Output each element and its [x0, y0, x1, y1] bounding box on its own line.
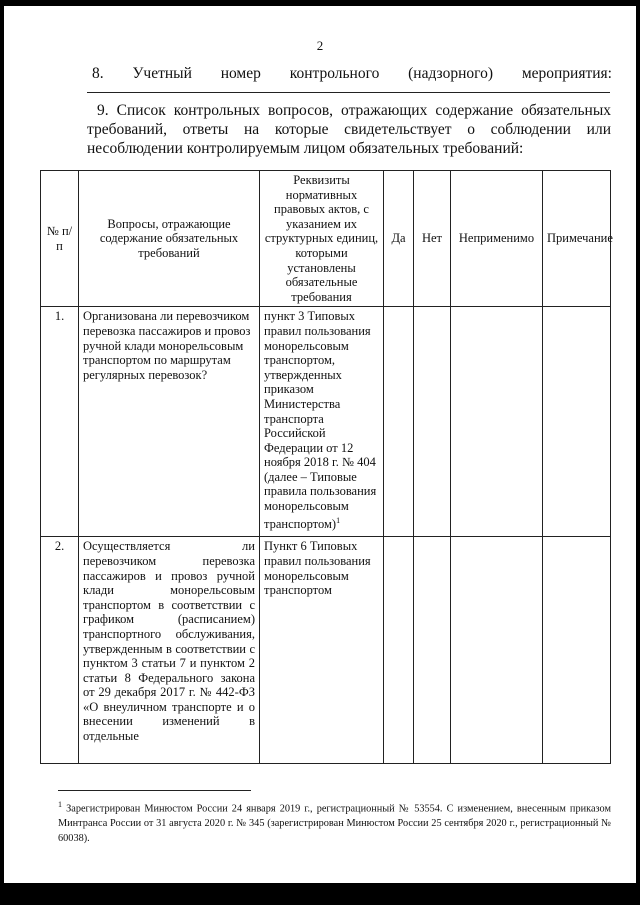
- header-num: № п/п: [41, 171, 79, 307]
- header-requisites: Реквизиты нормативных правовых актов, с указанием их структурных единиц, которыми установлены обязательные требования: [260, 171, 384, 307]
- note-cell[interactable]: [543, 307, 611, 537]
- item8-word: Учетный: [132, 65, 192, 82]
- answer-no-cell[interactable]: [414, 537, 451, 764]
- item8-word: мероприятия:: [521, 65, 612, 82]
- scan-border-bottom: [0, 883, 640, 905]
- note-cell[interactable]: [543, 537, 611, 764]
- row-num: 1.: [41, 307, 79, 537]
- answer-yes-cell[interactable]: [384, 537, 414, 764]
- row-requisites: [260, 307, 384, 537]
- header-note: Примечание: [543, 171, 611, 307]
- row-num: 2.: [41, 537, 79, 764]
- header-question: Вопросы, отражающие содержание обязательных требований: [79, 171, 260, 307]
- row-question: Осуществляется ли перевозчиком перевозка пассажиров и провоз ручной клади монорельсовым транспортом в соответствии с графиком (расписанием) транспортного обслуживания, утвержденным в соответствии с пунктом 3 статьи 7 и пунктом 2 статьи 8 Федерального закона от 29 декабря 2017 г. № 442-ФЗ «О внеуличном транспорте и о внесении изменений в отдельные: [79, 537, 260, 764]
- footnote-separator: [58, 790, 251, 791]
- answer-yes-cell[interactable]: [384, 307, 414, 537]
- header-no: Нет: [414, 171, 451, 307]
- checklist-table: [40, 170, 611, 764]
- item8-word: 8.: [92, 65, 104, 82]
- item-8-record-number: [92, 65, 612, 83]
- page-number: 2: [316, 38, 324, 53]
- scan-border-right: [636, 0, 640, 905]
- row-requisites: Пункт 6 Типовых правил пользования монорельсовым транспортом: [260, 537, 384, 764]
- scan-border-left: [0, 0, 4, 905]
- answer-not-applicable-cell[interactable]: [451, 537, 543, 764]
- answer-no-cell[interactable]: [414, 307, 451, 537]
- item8-word: номер: [220, 65, 261, 82]
- item-9-checklist-intro: 9. Список контрольных вопросов, отражающих содержание обязательных требований, ответы на которые свидетельствует о соблюдении или несоблюдении контролируемым лицом обязательных требований:: [87, 102, 611, 157]
- row-question: Организована ли перевозчиком перевозка пассажиров и провоз ручной клади монорельсовым транспортом по маршрутам регулярных перевозок?: [79, 307, 260, 537]
- table-row: [41, 307, 611, 537]
- item-8-fill-line: [87, 92, 610, 93]
- footnote-ref: 1: [336, 515, 341, 525]
- scan-border-top: [0, 0, 640, 6]
- table-header-row: [41, 171, 611, 307]
- item8-word: (надзорного): [408, 65, 494, 82]
- table-row: [41, 537, 611, 764]
- footnote: [58, 797, 611, 846]
- row-requisites-text: пункт 3 Типовых правил пользования монорельсовым транспортом, утвержденных приказом Министерства транспорта Российской Федерации от 12 ноября 2018 г. № 404 (далее – Типовые правила пользования монорельсовым транспортом): [264, 309, 377, 531]
- footnote-marker: 1: [58, 800, 62, 809]
- footnote-text: Зарегистрирован Минюстом России 24 января 2019 г., регистрационный № 53554. С изменением, внесенным приказом Минтранса России от 31 августа 2020 г. № 345 (зарегистрирован Минюстом России 25 сентября 2020 г., регистрационный № 60038).: [58, 803, 611, 845]
- header-yes: Да: [384, 171, 414, 307]
- item8-word: контрольного: [289, 65, 380, 82]
- header-not-applicable: Неприменимо: [451, 171, 543, 307]
- answer-not-applicable-cell[interactable]: [451, 307, 543, 537]
